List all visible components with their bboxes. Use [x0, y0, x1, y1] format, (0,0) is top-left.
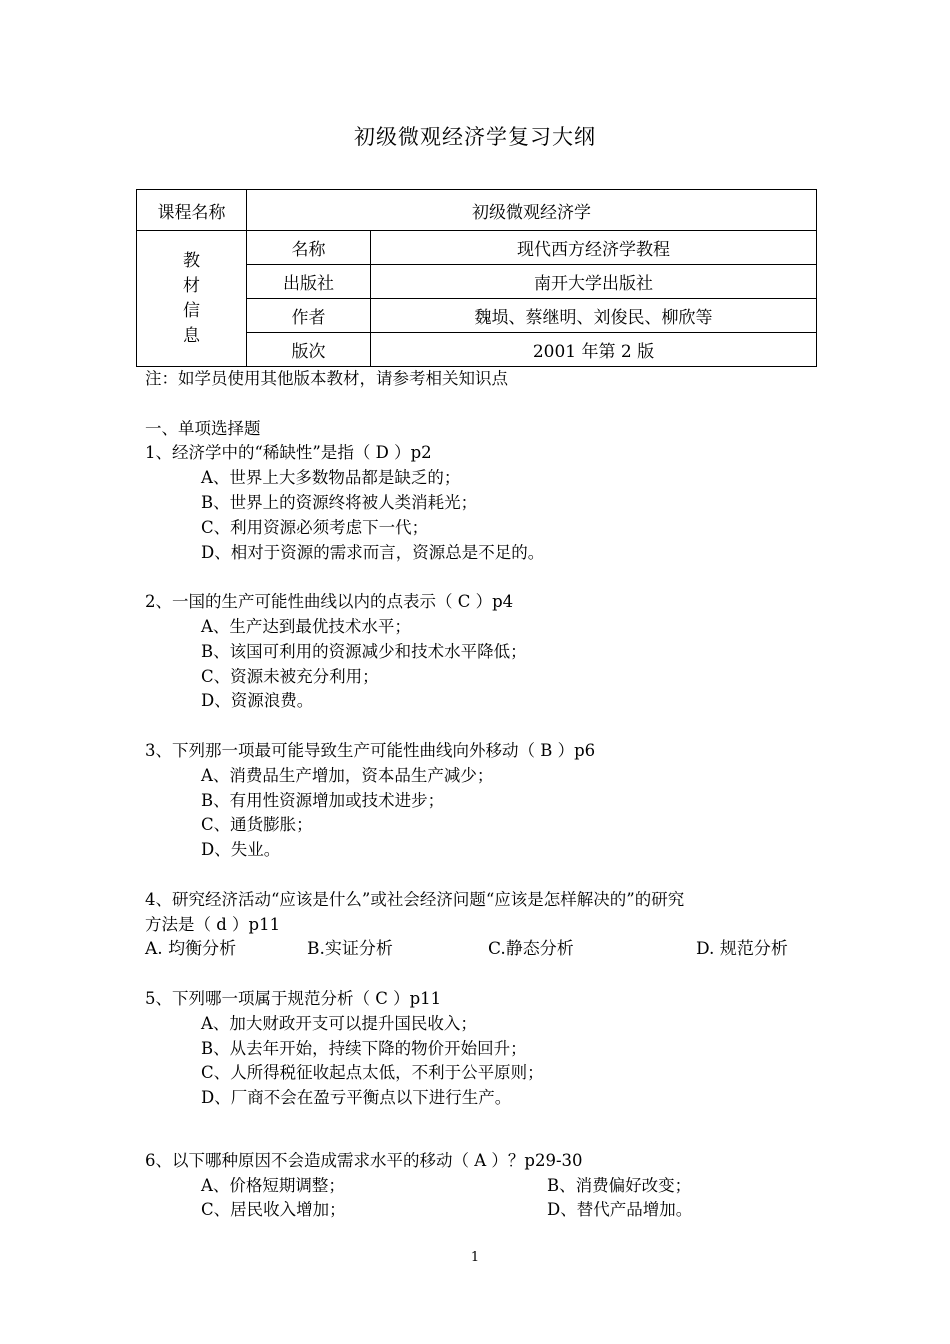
row-value: 2001 年第 2 版 [371, 333, 817, 367]
row-label: 作者 [247, 299, 371, 333]
course-name-value: 初级微观经济学 [247, 190, 817, 231]
question-5-option-b: B、从去年开始，持续下降的物价开始回升； [201, 1038, 527, 1058]
question-4-option-d: D. 规范分析 [696, 939, 788, 960]
question-3-option-d: D、失业。 [201, 840, 281, 860]
question-4-option-b: B.实证分析 [307, 939, 393, 960]
question-6-option-c: C、居民收入增加； [201, 1200, 346, 1220]
page-title: 初级微观经济学复习大纲 [354, 125, 596, 149]
row-value: 魏埙、蔡继明、刘俊民、柳欣等 [371, 299, 817, 333]
document-body [145, 367, 825, 1223]
question-1-option-c: C、利用资源必须考虑下一代； [201, 517, 429, 537]
question-2-stem: 2、一国的生产可能性曲线以内的点表示（ C ）p4 [145, 592, 514, 612]
question-6-options-row-1 [145, 1174, 825, 1199]
question-4-option-c: C.静态分析 [488, 939, 574, 960]
question-1-option-b: B、世界上的资源终将被人类消耗光； [201, 492, 478, 512]
row-label: 版次 [247, 333, 371, 367]
textbook-info-label: 教 材 信 息 [137, 231, 247, 367]
question-1-option-d: D、相对于资源的需求而言，资源总是不足的。 [201, 542, 545, 562]
note: 注：如学员使用其他版本教材，请参考相关知识点 [145, 369, 508, 388]
question-4-option-a: A. 均衡分析 [145, 939, 237, 960]
question-6-option-a: A、价格短期调整； [201, 1175, 345, 1195]
row-label: 出版社 [247, 265, 371, 299]
question-1-option-a: A、世界上大多数物品都是缺乏的； [201, 468, 461, 488]
section-title: 一、单项选择题 [145, 418, 261, 438]
question-2-option-b: B、该国可利用的资源减少和技术水平降低； [201, 641, 527, 661]
page-number: 1 [470, 1250, 480, 1265]
textbook-info-table [136, 189, 817, 367]
question-3-option-c: C、通货膨胀； [201, 815, 313, 835]
question-3-stem: 3、下列那一项最可能导致生产可能性曲线向外移动（ B ）p6 [145, 740, 596, 760]
table-row [137, 231, 817, 265]
question-5-option-a: A、加大财政开支可以提升国民收入； [201, 1013, 477, 1033]
row-label: 名称 [247, 231, 371, 265]
question-4-options [145, 937, 825, 962]
question-6-stem: 6、以下哪种原因不会造成需求水平的移动（ A ）？p29-30 [145, 1150, 583, 1170]
question-2-option-d: D、资源浪费。 [201, 691, 314, 711]
question-4-stem-line-1: 4、研究经济活动“应该是什么”或社会经济问题“应该是怎样解决的”的研究 [145, 889, 685, 909]
question-2-option-a: A、生产达到最优技术水平； [201, 616, 411, 636]
row-value: 南开大学出版社 [371, 265, 817, 299]
question-6-options-row-2 [145, 1198, 825, 1223]
question-3-option-a: A、消费品生产增加，资本品生产减少； [201, 765, 494, 785]
question-6-option-b: B、消费偏好改变； [547, 1175, 692, 1195]
question-5-stem: 5、下列哪一项属于规范分析（ C ）p11 [145, 988, 442, 1008]
question-6-option-d: D、替代产品增加。 [547, 1200, 693, 1220]
question-2-option-c: C、资源未被充分利用； [201, 666, 379, 686]
row-value: 现代西方经济学教程 [371, 231, 817, 265]
question-4-stem-line-2: 方法是（ d ）p11 [145, 914, 281, 934]
table-row [137, 190, 817, 231]
course-name-label: 课程名称 [137, 190, 247, 231]
question-3-option-b: B、有用性资源增加或技术进步； [201, 790, 445, 810]
question-5-option-d: D、厂商不会在盈亏平衡点以下进行生产。 [201, 1088, 512, 1108]
question-5-option-c: C、人所得税征收起点太低，不利于公平原则； [201, 1063, 544, 1083]
question-1-stem: 1、经济学中的“稀缺性”是指（ D ）p2 [145, 443, 432, 463]
